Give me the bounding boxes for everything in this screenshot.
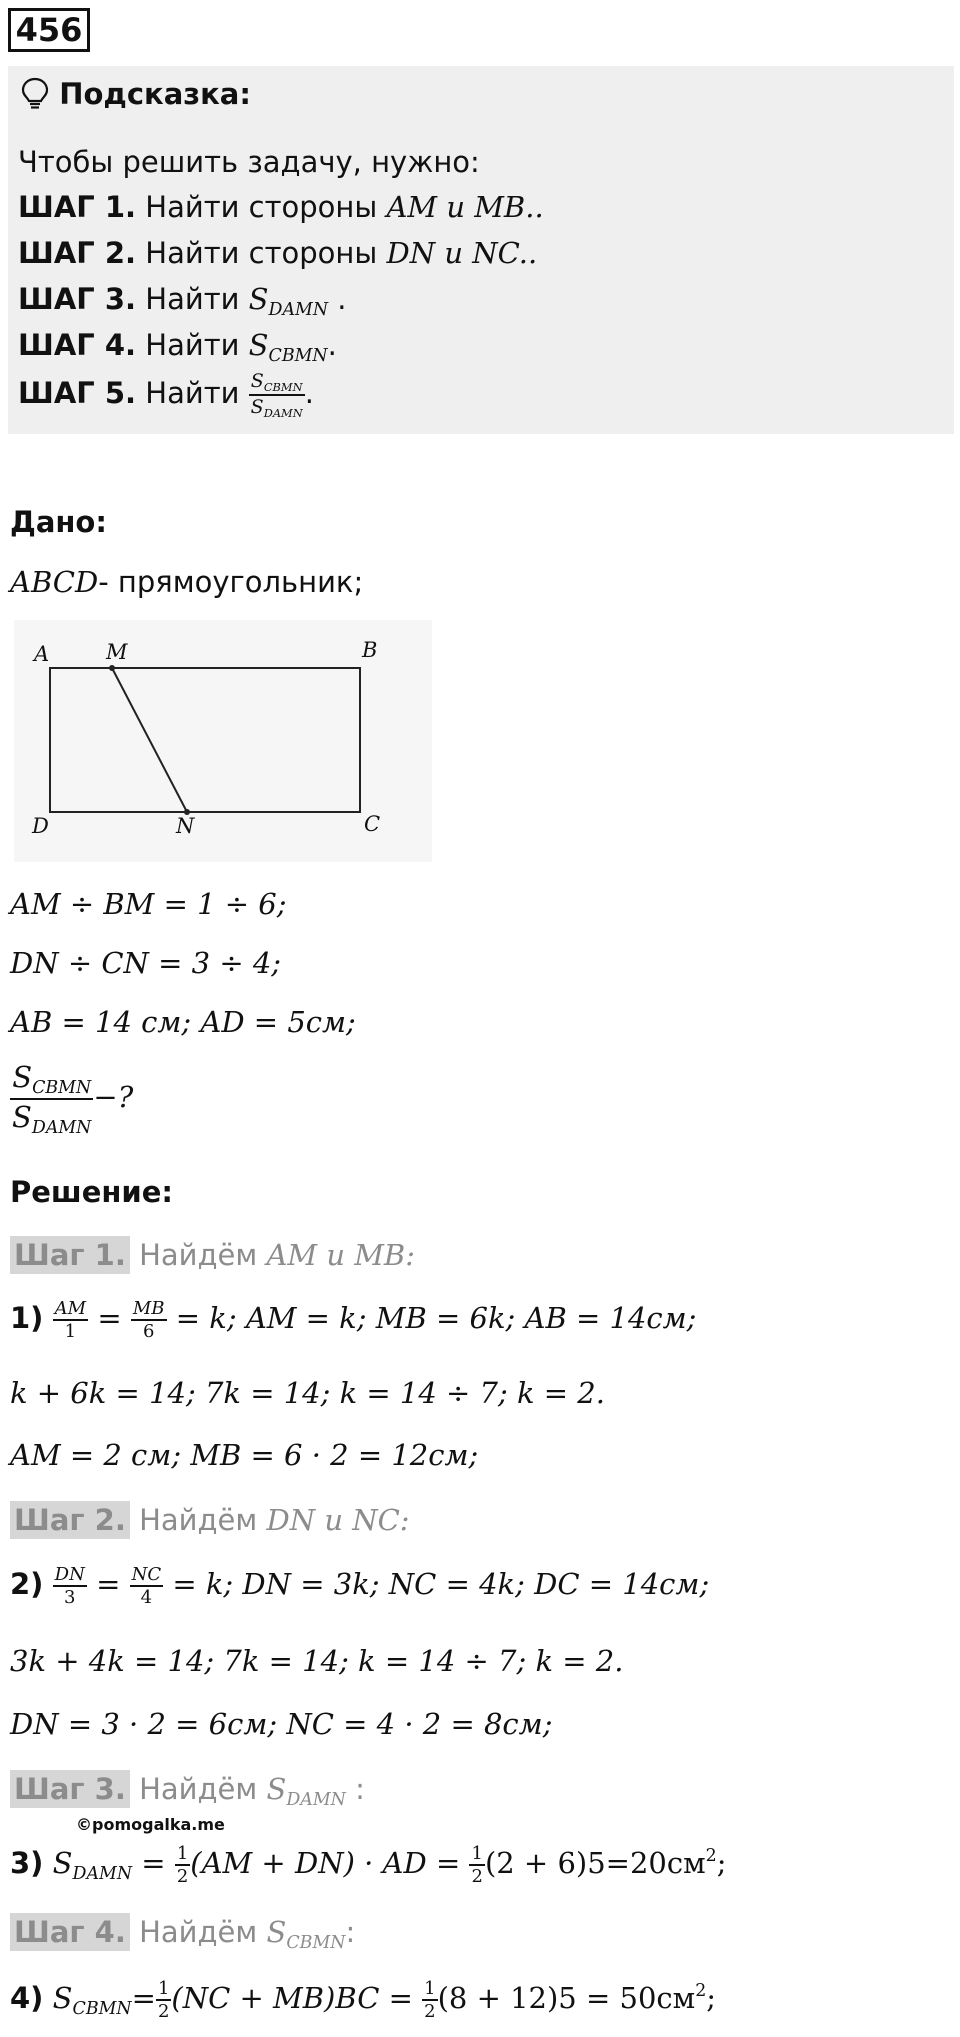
step-math: DN и NC: <box>266 1503 410 1537</box>
area-subscript: DAMN <box>268 300 329 321</box>
area-subscript: DAMN <box>72 1864 133 1885</box>
solution-title <box>10 1175 173 1209</box>
step1-header <box>10 1238 415 1272</box>
rectangle-diagram <box>14 620 432 862</box>
numerator: DN <box>54 1564 85 1585</box>
equals: = <box>141 1846 166 1880</box>
punct: ; <box>716 1846 727 1880</box>
question <box>10 1060 133 1138</box>
fraction <box>53 1298 88 1342</box>
punct: : <box>345 1772 365 1806</box>
hint-step-label: ШАГ 3. <box>18 282 137 316</box>
figure-text: - прямоугольник; <box>98 565 364 599</box>
equation-mid: (NC + MB)BC = <box>171 1981 413 2015</box>
step-math: AM и MB: <box>266 1238 416 1272</box>
given-title <box>10 505 107 539</box>
numerator: 1 <box>176 1843 189 1864</box>
step4-header <box>10 1915 355 1953</box>
half-fraction <box>469 1843 484 1887</box>
punct: . <box>328 282 347 316</box>
hint-title-row <box>20 76 251 111</box>
denominator: 2 <box>471 1866 483 1887</box>
item-number: 2) <box>10 1567 44 1601</box>
area-symbol: S <box>248 282 269 316</box>
point-label-m: M <box>106 640 128 664</box>
numerator: NC <box>131 1564 162 1585</box>
hint-step-label: ШАГ 4. <box>18 328 137 362</box>
punct: . <box>327 328 337 362</box>
vertex-label-d: D <box>32 814 49 838</box>
vertex-label-b: B <box>362 638 378 662</box>
fraction <box>130 1564 164 1608</box>
fraction <box>53 1564 87 1608</box>
step-tag: Шаг 2. <box>10 1501 130 1539</box>
equals: = <box>97 1301 122 1335</box>
step1-line1 <box>10 1298 696 1342</box>
area-subscript: CBMN <box>263 379 303 394</box>
area-subscript: DAMN <box>31 1118 92 1139</box>
item-number: 3) <box>10 1846 44 1880</box>
item-number: 1) <box>10 1301 44 1335</box>
condition-1: AM ÷ BM = 1 ÷ 6; <box>10 887 287 921</box>
equals: = <box>131 1981 156 2015</box>
step2-header <box>10 1503 410 1537</box>
figure-name: ABCD <box>10 565 99 599</box>
half-fraction <box>156 1978 171 2022</box>
area-symbol: S <box>250 370 264 392</box>
step2-line2: 3k + 4k = 14; 7k = 14; k = 14 ÷ 7; k = 2. <box>10 1644 624 1678</box>
numerator: 1 <box>471 1843 483 1864</box>
step-tag: Шаг 1. <box>10 1236 130 1274</box>
denominator: 3 <box>64 1587 76 1608</box>
hint-step-label: ШАГ 2. <box>18 236 137 270</box>
punct: : <box>345 1915 356 1949</box>
step-text: Найдём <box>139 1238 258 1272</box>
half-fraction <box>175 1843 190 1887</box>
lightbulb-icon <box>20 77 59 111</box>
numerator: 1 <box>424 1978 436 1999</box>
equation-mid: (AM + DN) · AD = <box>190 1846 461 1880</box>
area-ratio-fraction <box>10 1060 93 1138</box>
watermark: ©pomogalka.me <box>76 1815 225 1834</box>
hint-step-5 <box>18 370 314 420</box>
hint-step-text: Найти стороны <box>145 236 378 270</box>
area-symbol: S <box>12 1100 32 1135</box>
area-subscript: DAMN <box>286 1790 346 1811</box>
superscript: 2 <box>705 1845 717 1866</box>
step2-line3: DN = 3 · 2 = 6см; NC = 4 · 2 = 8см; <box>10 1707 553 1741</box>
item-number: 4) <box>10 1981 44 2015</box>
denominator: 2 <box>176 1866 189 1887</box>
denominator: 4 <box>140 1587 153 1608</box>
hint-title: Подсказка: <box>59 77 251 111</box>
area-symbol: S <box>52 1846 73 1880</box>
hint-step-label: ШАГ 1. <box>18 190 137 224</box>
half-fraction <box>422 1978 437 2022</box>
denominator: 2 <box>424 2001 436 2022</box>
hint-step-text: Найти <box>145 375 240 410</box>
denominator: 2 <box>157 2001 170 2022</box>
point-label-n: N <box>176 814 195 838</box>
condition-2: DN ÷ CN = 3 ÷ 4; <box>10 946 282 980</box>
denominator: 6 <box>142 1321 155 1342</box>
step-text: Найдём <box>139 1772 258 1806</box>
step-tag: Шаг 4. <box>10 1913 130 1951</box>
step1-line2: k + 6k = 14; 7k = 14; k = 14 ÷ 7; k = 2. <box>10 1376 605 1410</box>
hint-step-2 <box>18 236 537 270</box>
step-text: Найдём <box>139 1503 258 1537</box>
hint-step-label: ШАГ 5. <box>18 375 137 410</box>
solution-title-text: Решение: <box>10 1175 174 1209</box>
equation-end: (2 + 6)5=20см <box>484 1846 706 1880</box>
hint-step-text: Найти <box>145 328 240 362</box>
hint-intro: Чтобы решить задачу, нужно: <box>18 145 480 179</box>
given-figure <box>10 565 363 599</box>
hint-step-4 <box>18 328 337 366</box>
hint-step-1 <box>18 190 544 224</box>
equation-rest: = k; AM = k; MB = 6k; AB = 14см; <box>175 1301 697 1335</box>
area-symbol: S <box>266 1915 287 1949</box>
hint-step-3 <box>18 282 347 320</box>
area-symbol: S <box>248 328 269 362</box>
step-tag: Шаг 3. <box>10 1770 130 1808</box>
area-symbol: S <box>12 1060 33 1094</box>
area-symbol: S <box>250 395 264 418</box>
area-subscript: DAMN <box>263 405 303 420</box>
area-ratio-fraction <box>249 370 305 420</box>
equals: = <box>96 1567 121 1601</box>
hint-step-math: AM и MB.. <box>386 190 544 224</box>
punct: . <box>304 375 314 410</box>
step3-line1 <box>10 1843 727 1887</box>
area-symbol: S <box>266 1772 287 1806</box>
numerator: AM <box>54 1298 87 1319</box>
numerator: 1 <box>157 1978 170 1999</box>
question-mark: −? <box>93 1080 134 1115</box>
hint-step-text: Найти <box>145 282 240 316</box>
denominator: 1 <box>64 1321 77 1342</box>
area-subscript: CBMN <box>286 1933 346 1954</box>
vertex-label-c: C <box>364 812 381 836</box>
area-symbol: S <box>52 1981 73 2015</box>
equation-rest: = k; DN = 3k; NC = 4k; DC = 14см; <box>172 1567 710 1601</box>
hint-step-math: DN и NC.. <box>386 236 538 270</box>
step3-header <box>10 1772 365 1810</box>
equation-end: (8 + 12)5 = 50см <box>437 1981 696 2015</box>
hint-step-text: Найти стороны <box>145 190 378 224</box>
superscript: 2 <box>695 1980 707 2001</box>
numerator: MB <box>132 1298 165 1319</box>
task-number: 456 <box>8 8 90 52</box>
punct: ; <box>706 1981 717 2015</box>
step1-line3: AM = 2 см; MB = 6 · 2 = 12см; <box>10 1438 479 1472</box>
step4-line1 <box>10 1978 716 2022</box>
fraction <box>131 1298 167 1342</box>
condition-3: AB = 14 см; AD = 5см; <box>10 1005 356 1039</box>
given-title-text: Дано: <box>10 505 107 539</box>
vertex-label-a: A <box>34 642 50 666</box>
area-subscript: CBMN <box>268 346 328 367</box>
step-text: Найдём <box>139 1915 258 1949</box>
area-subscript: CBMN <box>72 1999 132 2020</box>
step2-line1 <box>10 1564 709 1608</box>
area-subscript: CBMN <box>32 1078 92 1099</box>
